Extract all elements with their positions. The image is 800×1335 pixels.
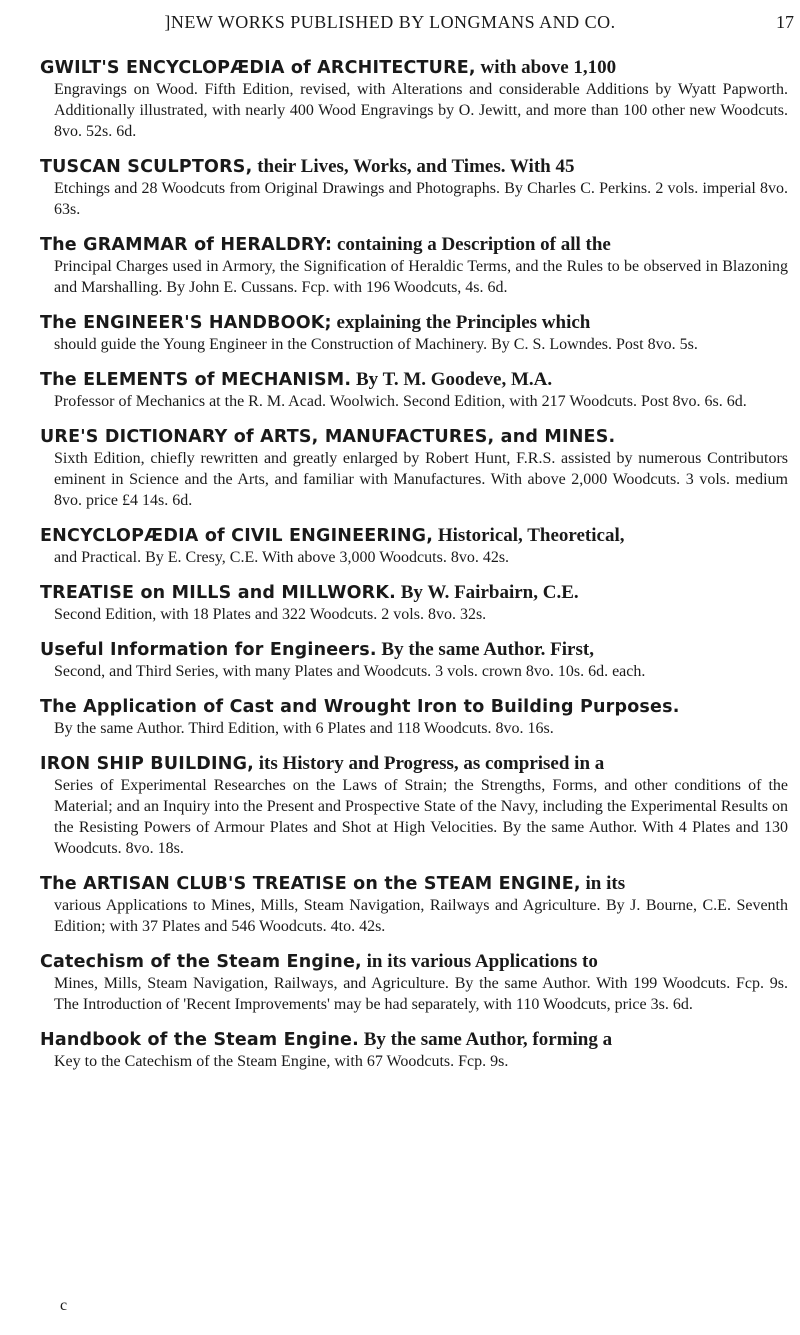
- list-item: [40, 369, 788, 412]
- entry-description: Principal Charges used in Armory, the Signification of Heraldic Terms, and the Rules to be observed in Blazoning and Marshalling. By John E. Cussans. Fcp. with 196 Woodcuts, 4s. 6d.: [54, 258, 788, 296]
- entry-description: Mines, Mills, Steam Navigation, Railways, and Agriculture. By the same Author. With 199 Woodcuts. Fcp. 9s. The Introduction of 'Recent Improvements' may be had separately, with 110 Woodcuts, price 3s. 6d.: [54, 975, 788, 1013]
- entry-title: IRON SHIP BUILDING,: [40, 754, 254, 774]
- list-item: [40, 951, 788, 1015]
- entry-heading-rest: in its various Applications to: [361, 951, 598, 972]
- entry-heading: [40, 582, 788, 604]
- list-item: [40, 312, 788, 355]
- list-item: [40, 753, 788, 859]
- entry-title: The ELEMENTS of MECHANISM.: [40, 370, 352, 390]
- entry-heading: [40, 312, 788, 334]
- entry-heading-rest: explaining the Principles which: [331, 312, 591, 333]
- entry-description: By the same Author. Third Edition, with 6 Plates and 118 Woodcuts. 8vo. 16s.: [54, 720, 554, 737]
- entry-heading-rest: By the same Author, forming a: [358, 1029, 613, 1050]
- list-item: [40, 582, 788, 625]
- list-item: [40, 873, 788, 937]
- entry-heading: [40, 525, 788, 547]
- entry-heading: [40, 873, 788, 895]
- entry-title: GWILT'S ENCYCLOPÆDIA of ARCHITECTURE,: [40, 58, 476, 78]
- signature-mark: c: [60, 1297, 68, 1314]
- entry-heading: [40, 639, 788, 661]
- entry-title: The GRAMMAR of HERALDRY:: [40, 235, 333, 255]
- entry-description: Second Edition, with 18 Plates and 322 Woodcuts. 2 vols. 8vo. 32s.: [54, 606, 487, 623]
- list-item: [40, 639, 788, 682]
- entry-heading-rest: in its: [580, 873, 626, 894]
- entry-heading: [40, 369, 788, 391]
- entry-description: Key to the Catechism of the Steam Engine, with 67 Woodcuts. Fcp. 9s.: [54, 1053, 509, 1070]
- entry-heading-rest: with above 1,100: [475, 57, 617, 78]
- running-head: ]NEW WORKS PUBLISHED BY LONGMANS AND CO.: [164, 12, 616, 32]
- list-item: [40, 156, 788, 220]
- entry-title: TREATISE on MILLS and MILLWORK.: [40, 583, 396, 603]
- list-item: [40, 57, 788, 142]
- entry-title: The ENGINEER'S HANDBOOK;: [40, 313, 332, 333]
- entry-heading-rest: their Lives, Works, and Times. With 45: [252, 156, 575, 177]
- entry-description: should guide the Young Engineer in the Construction of Machinery. By C. S. Lowndes. Post 8vo. 5s.: [54, 336, 698, 353]
- entry-description: Engravings on Wood. Fifth Edition, revised, with Alterations and considerable Additions by Wyatt Papworth. Additionally illustrated, with nearly 400 Wood Engravings by O. Jewitt, and more than 100 other new Woodcuts. 8vo. 52s. 6d.: [54, 81, 788, 140]
- entry-description: and Practical. By E. Cresy, C.E. With above 3,000 Woodcuts. 8vo. 42s.: [54, 549, 510, 566]
- entry-title: Catechism of the Steam Engine,: [40, 952, 362, 972]
- entry-heading: [40, 696, 788, 718]
- list-item: [40, 426, 788, 511]
- entry-heading: [40, 426, 788, 448]
- entry-title: URE'S DICTIONARY of ARTS, MANUFACTURES, and MINES.: [40, 427, 616, 447]
- list-item: [40, 525, 788, 568]
- entry-heading: [40, 951, 788, 973]
- entry-heading: [40, 1029, 788, 1051]
- entry-heading-rest: its History and Progress, as comprised in a: [254, 753, 605, 774]
- entry-title: TUSCAN SCULPTORS,: [40, 157, 253, 177]
- entry-description: various Applications to Mines, Mills, Steam Navigation, Railways and Agriculture. By J. Bourne, C.E. Seventh Edition; with 37 Plates and 546 Woodcuts. 4to. 42s.: [54, 897, 788, 935]
- entry-description: Series of Experimental Researches on the Laws of Strain; the Strengths, Forms, and other conditions of the Material; and an Inquiry into the Present and Prospective State of the Navy, including the Experimental Results on the Resisting Powers of Armour Plates and Shot at High Velocities. By the same Author. With 4 Plates and 130 Woodcuts. 8vo. 18s.: [54, 777, 788, 857]
- entry-description: Sixth Edition, chiefly rewritten and greatly enlarged by Robert Hunt, F.R.S. assisted by numerous Contributors eminent in Science and the Arts, and familiar with Manufactures. With above 2,000 Woodcuts. 3 vols. medium 8vo. price £4 14s. 6d.: [54, 450, 788, 509]
- entry-heading: [40, 753, 788, 775]
- entry-title: Handbook of the Steam Engine.: [40, 1030, 359, 1050]
- list-item: [40, 234, 788, 298]
- entry-description: Etchings and 28 Woodcuts from Original Drawings and Photographs. By Charles C. Perkins. 2 vols. imperial 8vo. 63s.: [54, 180, 788, 218]
- entry-heading: [40, 57, 788, 79]
- entry-description: Second, and Third Series, with many Plates and Woodcuts. 3 vols. crown 8vo. 10s. 6d. each.: [54, 663, 646, 680]
- entry-title: Useful Information for Engineers.: [40, 640, 377, 660]
- entry-heading-rest: By W. Fairbairn, C.E.: [395, 582, 579, 603]
- list-item: [40, 1029, 788, 1072]
- entry-title: ENCYCLOPÆDIA of CIVIL ENGINEERING,: [40, 526, 434, 546]
- entry-heading-rest: containing a Description of all the: [332, 234, 611, 255]
- entry-heading: [40, 234, 788, 256]
- entry-heading-rest: By the same Author. First,: [376, 639, 594, 660]
- entry-title: The ARTISAN CLUB'S TREATISE on the STEAM ENGINE,: [40, 874, 581, 894]
- entry-heading-rest: Historical, Theoretical,: [433, 525, 625, 546]
- entry-list: [40, 57, 788, 1086]
- entry-heading: [40, 156, 788, 178]
- page-number: 17: [776, 12, 794, 32]
- entry-description: Professor of Mechanics at the R. M. Acad. Woolwich. Second Edition, with 217 Woodcuts. Post 8vo. 6s. 6d.: [54, 393, 747, 410]
- list-item: [40, 696, 788, 739]
- entry-title: The Application of Cast and Wrought Iron to Building Purposes.: [40, 697, 680, 717]
- entry-heading-rest: By T. M. Goodeve, M.A.: [351, 369, 553, 390]
